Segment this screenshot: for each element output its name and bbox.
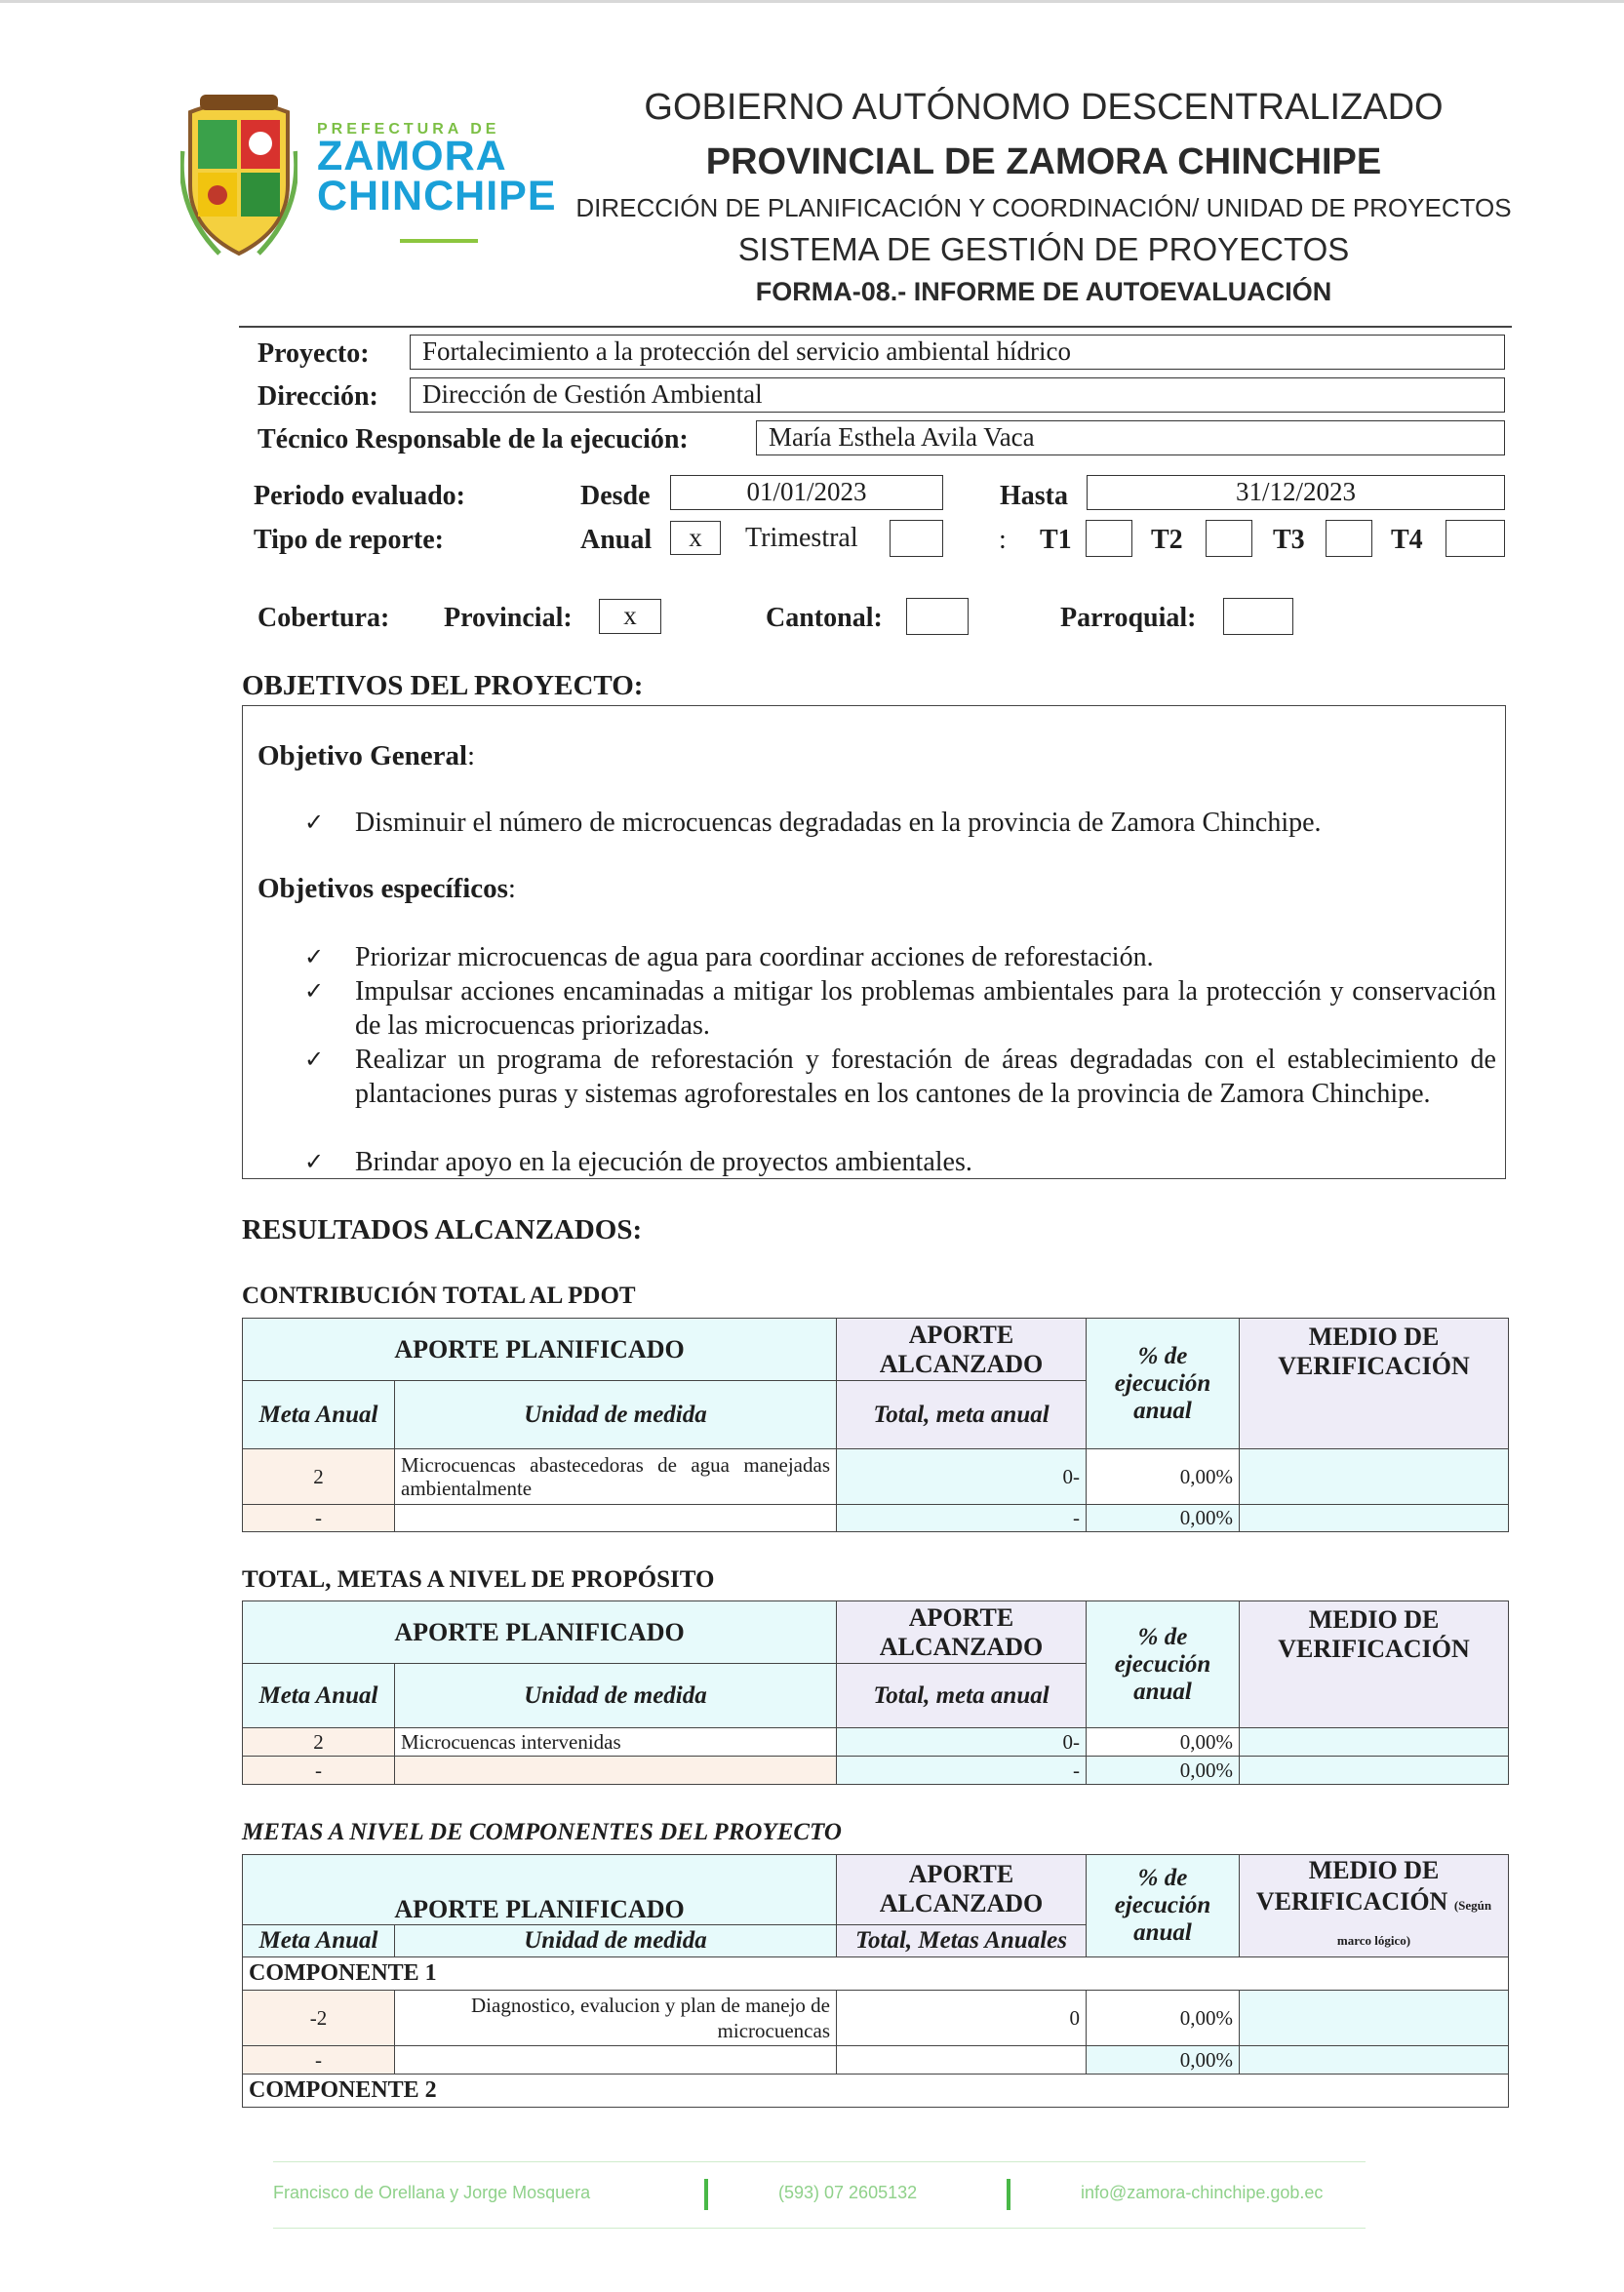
objetivos-title: OBJETIVOS DEL PROYECTO: xyxy=(242,670,644,701)
cell-total: - xyxy=(837,1757,1087,1785)
logo-text-small: PREFECTURA DE xyxy=(317,121,500,138)
header-meta-anual: Meta Anual xyxy=(243,1924,395,1956)
header-pct-ejecucion: % de ejecución anual xyxy=(1087,1319,1240,1449)
desde-field: 01/01/2023 xyxy=(670,475,943,510)
cell-total: 0- xyxy=(837,1449,1087,1505)
header-divider xyxy=(239,326,1512,328)
header-aporte-planificado: APORTE PLANIFICADO xyxy=(243,1855,837,1925)
footer-phone: (593) 07 2605132 xyxy=(778,2183,918,2202)
logo-underline xyxy=(400,239,478,243)
parroquial-label: Parroquial: xyxy=(1060,603,1197,633)
desde-label: Desde xyxy=(580,481,651,511)
header-aporte-alcanzado: APORTE ALCANZADO xyxy=(837,1319,1087,1381)
tecnico-field: María Esthela Avila Vaca xyxy=(756,420,1505,455)
page-footer xyxy=(273,2161,1366,2230)
cell-total: 0 xyxy=(837,1991,1087,2046)
trimestral-label: Trimestral xyxy=(745,523,858,553)
cell-medio xyxy=(1240,1449,1509,1505)
header-medio-verificacion: MEDIO DE VERIFICACIÓN xyxy=(1240,1319,1509,1449)
cell-pct: 0,00% xyxy=(1087,1449,1240,1505)
coat-of-arms-icon xyxy=(180,93,297,263)
objetivo-especifico-item xyxy=(304,940,1496,974)
objetivos-especificos-label: Objetivos específicos xyxy=(257,873,508,904)
logo-text-zamora: ZAMORA xyxy=(317,133,507,180)
checkmark-icon: ✓ xyxy=(304,1148,325,1175)
cell-meta: -2 xyxy=(243,1991,395,2046)
provincial-checkbox: x xyxy=(599,599,661,634)
cell-total: 0- xyxy=(837,1728,1087,1757)
table-row xyxy=(243,1728,1509,1757)
header-line-2: PROVINCIAL DE ZAMORA CHINCHIPE xyxy=(705,141,1382,182)
componente-1-label: COMPONENTE 1 xyxy=(243,1957,1509,1991)
header-aporte-planificado: APORTE PLANIFICADO xyxy=(243,1601,837,1664)
header-total-metas-anuales: Total, Metas Anuales xyxy=(837,1924,1087,1956)
cell-pct: 0,00% xyxy=(1087,2046,1240,2075)
cantonal-label: Cantonal: xyxy=(766,603,883,633)
checkmark-icon: ✓ xyxy=(304,809,325,836)
header-total-meta-anual: Total, meta anual xyxy=(837,1381,1087,1449)
t1-label: T1 xyxy=(1040,525,1072,555)
objetivos-especificos-colon: : xyxy=(507,873,516,904)
header-segun-marco: (Según marco lógico) xyxy=(1336,1898,1492,1948)
header-line-1: GOBIERNO AUTÓNOMO DESCENTRALIZADO xyxy=(644,87,1444,128)
t1-checkbox xyxy=(1086,520,1132,557)
objetivo-general-colon: : xyxy=(467,740,476,771)
header-meta-anual: Meta Anual xyxy=(243,1381,395,1449)
t2-checkbox xyxy=(1206,520,1252,557)
footer-separator xyxy=(704,2179,708,2210)
header-pct-ejecucion: % de ejecución anual xyxy=(1087,1855,1240,1957)
objetivo-especifico-text: Brindar apoyo en la ejecución de proyectos ambientales. xyxy=(355,1147,972,1177)
hasta-field: 31/12/2023 xyxy=(1087,475,1505,510)
cobertura-label: Cobertura: xyxy=(257,603,390,633)
parroquial-checkbox xyxy=(1223,598,1293,635)
table-row xyxy=(243,1991,1509,2046)
direccion-label: Dirección: xyxy=(257,381,378,412)
resultados-title: RESULTADOS ALCANZADOS: xyxy=(242,1214,643,1245)
header-meta-anual: Meta Anual xyxy=(243,1664,395,1728)
cell-pct: 0,00% xyxy=(1087,1728,1240,1757)
objetivo-especifico-text: Realizar un programa de reforestación y forestación de áreas degradadas con el establecimiento de plantaciones puras y sistemas agroforestales en los cantones de la provincia de Zamora Chinchipe. xyxy=(355,1045,1496,1109)
cell-meta: - xyxy=(243,1757,395,1785)
cell-total: - xyxy=(837,1505,1087,1532)
anual-checkbox: x xyxy=(670,521,721,555)
footer-address: Francisco de Orellana y Jorge Mosquera xyxy=(273,2183,591,2202)
t3-label: T3 xyxy=(1273,525,1305,555)
cell-meta: - xyxy=(243,1505,395,1532)
direccion-field: Dirección de Gestión Ambiental xyxy=(410,377,1505,413)
objetivo-especifico-text: Impulsar acciones encaminadas a mitigar los problemas ambientales para la protección y conservación de las microcuencas priorizadas. xyxy=(355,976,1496,1041)
header-aporte-alcanzado: APORTE ALCANZADO xyxy=(837,1855,1087,1925)
header-medio-verificacion-cell xyxy=(1240,1855,1509,1957)
header-unidad-medida: Unidad de medida xyxy=(395,1924,837,1956)
cell-pct: 0,00% xyxy=(1087,1991,1240,2046)
tipo-reporte-label: Tipo de reporte: xyxy=(254,525,444,555)
header-line-3: DIRECCIÓN DE PLANIFICACIÓN Y COORDINACIÓN/ UNIDAD DE PROYECTOS xyxy=(575,193,1512,222)
objetivo-general-item xyxy=(304,806,1496,840)
t2-label: T2 xyxy=(1151,525,1183,555)
t3-checkbox xyxy=(1326,520,1372,557)
t4-label: T4 xyxy=(1391,525,1423,555)
cantonal-checkbox xyxy=(906,598,969,635)
objetivo-especifico-text: Priorizar microcuencas de agua para coordinar acciones de reforestación. xyxy=(355,942,1154,972)
objetivos-especificos-heading xyxy=(257,873,516,905)
footer-rule-top xyxy=(273,2161,1366,2162)
header-aporte-planificado: APORTE PLANIFICADO xyxy=(243,1319,837,1381)
cell-unidad xyxy=(395,1505,837,1532)
objetivo-general-text: Disminuir el número de microcuencas degradadas en la provincia de Zamora Chinchipe. xyxy=(355,808,1322,838)
header-pct-ejecucion: % de ejecución anual xyxy=(1087,1601,1240,1728)
cell-pct: 0,00% xyxy=(1087,1757,1240,1785)
header-aporte-alcanzado: APORTE ALCANZADO xyxy=(837,1601,1087,1664)
pdot-title: CONTRIBUCIÓN TOTAL AL PDOT xyxy=(242,1283,636,1309)
objetivo-especifico-item xyxy=(304,974,1496,1043)
objetivo-general-label: Objetivo General xyxy=(257,740,468,771)
header-medio-verificacion: MEDIO DE VERIFICACIÓN xyxy=(1255,1856,1448,1916)
cell-medio xyxy=(1240,1757,1509,1785)
table-row xyxy=(243,1449,1509,1505)
anual-label: Anual xyxy=(580,525,653,555)
objetivo-especifico-item xyxy=(304,1145,1496,1179)
header-medio-verificacion: MEDIO DE VERIFICACIÓN xyxy=(1240,1601,1509,1728)
cell-unidad: Microcuencas abastecedoras de agua manejadas ambientalmente xyxy=(395,1449,837,1505)
checkmark-icon: ✓ xyxy=(304,1046,325,1073)
footer-rule-bottom xyxy=(273,2228,1366,2229)
logo-text-chinchipe: CHINCHIPE xyxy=(317,173,557,220)
cell-unidad: Diagnostico, evalucion y plan de manejo de microcuencas xyxy=(395,1991,837,2046)
cell-medio xyxy=(1240,1991,1509,2046)
table-row xyxy=(243,1505,1509,1532)
proyecto-label: Proyecto: xyxy=(257,338,370,369)
provincial-label: Provincial: xyxy=(444,603,573,633)
header-unidad-medida: Unidad de medida xyxy=(395,1381,837,1449)
hasta-label: Hasta xyxy=(1000,481,1068,511)
table-row xyxy=(243,2046,1509,2075)
header-total-meta-anual: Total, meta anual xyxy=(837,1664,1087,1728)
table-row xyxy=(243,1757,1509,1785)
pdot-table xyxy=(242,1318,1509,1532)
proposito-table xyxy=(242,1600,1509,1785)
cell-medio xyxy=(1240,1728,1509,1757)
cell-total xyxy=(837,2046,1087,2075)
colon-separator: : xyxy=(999,525,1007,555)
proposito-title: TOTAL, METAS A NIVEL DE PROPÓSITO xyxy=(242,1566,715,1593)
componentes-title: METAS A NIVEL DE COMPONENTES DEL PROYECTO xyxy=(242,1819,842,1845)
cell-meta: 2 xyxy=(243,1449,395,1505)
cell-meta: - xyxy=(243,2046,395,2075)
form-title: FORMA-08.- INFORME DE AUTOEVALUACIÓN xyxy=(755,277,1332,306)
trimestral-checkbox xyxy=(890,520,943,557)
cell-unidad xyxy=(395,2046,837,2075)
prefectura-logo xyxy=(180,93,561,268)
cell-medio xyxy=(1240,1505,1509,1532)
footer-email: info@zamora-chinchipe.gob.ec xyxy=(1081,2183,1324,2202)
objetivo-general-heading xyxy=(257,740,475,772)
cell-unidad: Microcuencas intervenidas xyxy=(395,1728,837,1757)
componentes-table xyxy=(242,1854,1509,2108)
periodo-label: Periodo evaluado: xyxy=(254,481,465,511)
objetivo-especifico-item xyxy=(304,1043,1496,1111)
cell-pct: 0,00% xyxy=(1087,1505,1240,1532)
tecnico-label: Técnico Responsable de la ejecución: xyxy=(257,424,689,454)
checkmark-icon: ✓ xyxy=(304,977,325,1005)
header-unidad-medida: Unidad de medida xyxy=(395,1664,837,1728)
cell-medio xyxy=(1240,2046,1509,2075)
cell-meta: 2 xyxy=(243,1728,395,1757)
checkmark-icon: ✓ xyxy=(304,943,325,970)
t4-checkbox xyxy=(1446,520,1505,557)
componente-2-label: COMPONENTE 2 xyxy=(243,2075,1509,2108)
cell-unidad xyxy=(395,1757,837,1785)
footer-separator xyxy=(1007,2179,1010,2210)
header-line-4: SISTEMA DE GESTIÓN DE PROYECTOS xyxy=(737,231,1350,267)
proyecto-field: Fortalecimiento a la protección del servicio ambiental hídrico xyxy=(410,335,1505,370)
